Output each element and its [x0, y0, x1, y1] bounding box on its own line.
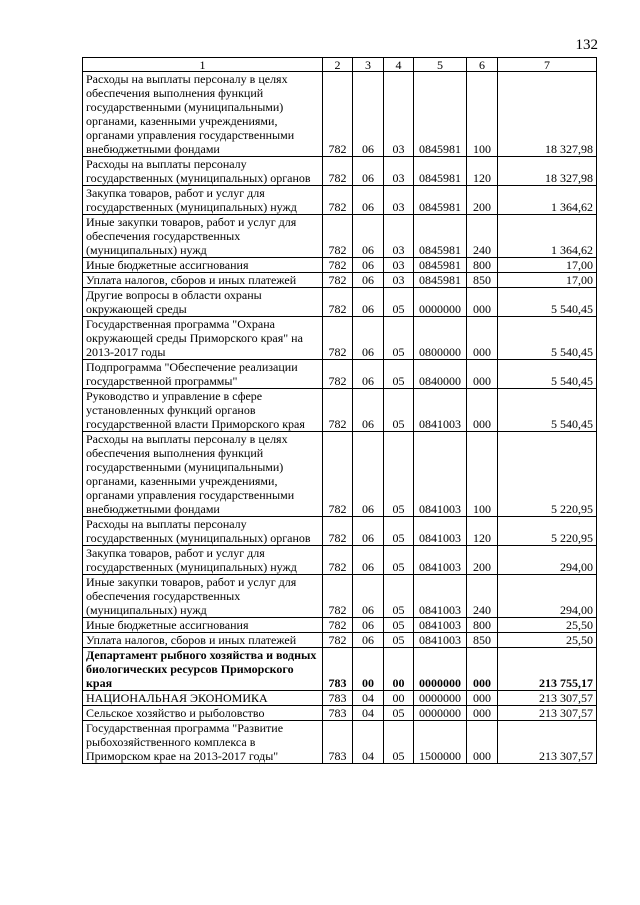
- row-target-article: 0845981: [414, 72, 467, 157]
- row-name: Расходы на выплаты персоналу в целях обеспечения выполнения функций государственными (муниципальными) органами, казенными учреждениями, органами управления государственными внебюджетными фондами: [83, 432, 323, 517]
- page-number: 132: [575, 37, 598, 53]
- row-subsection-code: 05: [384, 317, 414, 360]
- row-target-article: 0841003: [414, 546, 467, 575]
- row-expense-type: 240: [467, 215, 498, 258]
- row-target-article: 0845981: [414, 215, 467, 258]
- row-name: НАЦИОНАЛЬНАЯ ЭКОНОМИКА: [83, 691, 323, 706]
- row-ved-code: 782: [323, 72, 353, 157]
- row-subsection-code: 05: [384, 706, 414, 721]
- table-row: [83, 721, 597, 764]
- row-ved-code: 783: [323, 706, 353, 721]
- row-section-code: 06: [353, 72, 384, 157]
- row-subsection-code: 05: [384, 517, 414, 546]
- row-amount: 18 327,98: [498, 72, 597, 157]
- row-subsection-code: 05: [384, 360, 414, 389]
- header-col-4: 4: [384, 58, 414, 72]
- row-section-code: 06: [353, 273, 384, 288]
- row-amount: 5 540,45: [498, 317, 597, 360]
- row-amount: 17,00: [498, 258, 597, 273]
- row-section-code: 06: [353, 389, 384, 432]
- table-row: [83, 517, 597, 546]
- row-amount: 5 220,95: [498, 517, 597, 546]
- row-expense-type: 100: [467, 72, 498, 157]
- row-section-code: 06: [353, 432, 384, 517]
- row-subsection-code: 05: [384, 432, 414, 517]
- row-subsection-code: 03: [384, 273, 414, 288]
- row-amount: 1 364,62: [498, 215, 597, 258]
- row-name: Иные бюджетные ассигнования: [83, 258, 323, 273]
- row-section-code: 06: [353, 546, 384, 575]
- table-row: [83, 618, 597, 633]
- row-expense-type: 200: [467, 546, 498, 575]
- row-target-article: 0840000: [414, 360, 467, 389]
- row-subsection-code: 03: [384, 157, 414, 186]
- row-target-article: 0841003: [414, 633, 467, 648]
- table-row: [83, 288, 597, 317]
- row-target-article: 0845981: [414, 258, 467, 273]
- row-name: Государственная программа "Развитие рыбохозяйственного комплекса в Приморском крае на 2013-2017 годы": [83, 721, 323, 764]
- row-name: Расходы на выплаты персоналу государственных (муниципальных) органов: [83, 157, 323, 186]
- row-target-article: 0000000: [414, 691, 467, 706]
- row-target-article: 0845981: [414, 273, 467, 288]
- row-amount: 5 540,45: [498, 389, 597, 432]
- row-amount: 294,00: [498, 575, 597, 618]
- header-row: [83, 58, 597, 72]
- row-amount: 25,50: [498, 633, 597, 648]
- row-target-article: 1500000: [414, 721, 467, 764]
- row-section-code: 04: [353, 706, 384, 721]
- row-amount: 5 540,45: [498, 360, 597, 389]
- row-ved-code: 782: [323, 186, 353, 215]
- row-name: Иные закупки товаров, работ и услуг для обеспечения государственных (муниципальных) нужд: [83, 575, 323, 618]
- row-ved-code: 782: [323, 546, 353, 575]
- row-section-code: 06: [353, 258, 384, 273]
- row-name: Иные бюджетные ассигнования: [83, 618, 323, 633]
- row-subsection-code: 00: [384, 691, 414, 706]
- table-row: [83, 360, 597, 389]
- row-name: Иные закупки товаров, работ и услуг для обеспечения государственных (муниципальных) нужд: [83, 215, 323, 258]
- row-section-code: 04: [353, 721, 384, 764]
- row-target-article: 0800000: [414, 317, 467, 360]
- table-row: [83, 258, 597, 273]
- row-subsection-code: 05: [384, 575, 414, 618]
- row-target-article: 0000000: [414, 648, 467, 691]
- row-name: Закупка товаров, работ и услуг для государственных (муниципальных) нужд: [83, 186, 323, 215]
- row-ved-code: 782: [323, 389, 353, 432]
- row-expense-type: 240: [467, 575, 498, 618]
- row-expense-type: 000: [467, 389, 498, 432]
- row-amount: 5 220,95: [498, 432, 597, 517]
- row-ved-code: 783: [323, 691, 353, 706]
- row-target-article: 0000000: [414, 288, 467, 317]
- row-expense-type: 800: [467, 618, 498, 633]
- row-section-code: 06: [353, 288, 384, 317]
- header-col-6: 6: [467, 58, 498, 72]
- row-expense-type: 000: [467, 706, 498, 721]
- row-section-code: 06: [353, 517, 384, 546]
- row-target-article: 0841003: [414, 389, 467, 432]
- row-ved-code: 782: [323, 258, 353, 273]
- row-expense-type: 200: [467, 186, 498, 215]
- header-col-7: 7: [498, 58, 597, 72]
- row-amount: 213 307,57: [498, 691, 597, 706]
- row-expense-type: 100: [467, 432, 498, 517]
- table-row: [83, 72, 597, 157]
- row-name: Расходы на выплаты персоналу в целях обеспечения выполнения функций государственными (муниципальными) органами, казенными учреждениями, органами управления государственными внебюджетными фондами: [83, 72, 323, 157]
- row-name: Закупка товаров, работ и услуг для государственных (муниципальных) нужд: [83, 546, 323, 575]
- row-name: Уплата налогов, сборов и иных платежей: [83, 273, 323, 288]
- row-name: Департамент рыбного хозяйства и водных биологических ресурсов Приморского края: [83, 648, 323, 691]
- row-ved-code: 782: [323, 273, 353, 288]
- row-expense-type: 800: [467, 258, 498, 273]
- row-expense-type: 000: [467, 317, 498, 360]
- row-ved-code: 782: [323, 575, 353, 618]
- row-expense-type: 000: [467, 360, 498, 389]
- row-ved-code: 782: [323, 288, 353, 317]
- row-section-code: 06: [353, 618, 384, 633]
- table-row: [83, 186, 597, 215]
- row-subsection-code: 05: [384, 288, 414, 317]
- table-row: [83, 273, 597, 288]
- row-amount: 25,50: [498, 618, 597, 633]
- row-section-code: 06: [353, 157, 384, 186]
- table-row: [83, 575, 597, 618]
- row-expense-type: 000: [467, 288, 498, 317]
- row-subsection-code: 03: [384, 258, 414, 273]
- budget-table: [82, 57, 597, 764]
- row-expense-type: 850: [467, 633, 498, 648]
- row-expense-type: 000: [467, 691, 498, 706]
- row-name: Расходы на выплаты персоналу государственных (муниципальных) органов: [83, 517, 323, 546]
- row-amount: 294,00: [498, 546, 597, 575]
- row-target-article: 0841003: [414, 517, 467, 546]
- row-name: Государственная программа "Охрана окружающей среды Приморского края" на 2013-2017 годы: [83, 317, 323, 360]
- row-ved-code: 783: [323, 648, 353, 691]
- row-ved-code: 782: [323, 215, 353, 258]
- header-col-5: 5: [414, 58, 467, 72]
- table-row: [83, 648, 597, 691]
- row-target-article: 0841003: [414, 618, 467, 633]
- row-expense-type: 000: [467, 648, 498, 691]
- table-row: [83, 432, 597, 517]
- row-section-code: 06: [353, 633, 384, 648]
- table-row: [83, 633, 597, 648]
- row-name: Уплата налогов, сборов и иных платежей: [83, 633, 323, 648]
- row-ved-code: 782: [323, 618, 353, 633]
- row-target-article: 0845981: [414, 186, 467, 215]
- row-subsection-code: 00: [384, 648, 414, 691]
- row-ved-code: 782: [323, 432, 353, 517]
- row-amount: 18 327,98: [498, 157, 597, 186]
- table-row: [83, 157, 597, 186]
- row-section-code: 06: [353, 186, 384, 215]
- row-amount: 1 364,62: [498, 186, 597, 215]
- row-section-code: 06: [353, 215, 384, 258]
- row-ved-code: 782: [323, 157, 353, 186]
- row-name: Сельское хозяйство и рыболовство: [83, 706, 323, 721]
- table-row: [83, 317, 597, 360]
- row-subsection-code: 05: [384, 546, 414, 575]
- table-row: [83, 546, 597, 575]
- row-ved-code: 783: [323, 721, 353, 764]
- row-subsection-code: 05: [384, 721, 414, 764]
- row-amount: 213 307,57: [498, 721, 597, 764]
- row-section-code: 06: [353, 575, 384, 618]
- row-expense-type: 120: [467, 157, 498, 186]
- row-expense-type: 000: [467, 721, 498, 764]
- row-expense-type: 120: [467, 517, 498, 546]
- row-name: Руководство и управление в сфере установленных функций органов государственной власти Приморского края: [83, 389, 323, 432]
- row-ved-code: 782: [323, 317, 353, 360]
- row-ved-code: 782: [323, 517, 353, 546]
- table-body: [83, 72, 597, 764]
- row-amount: 213 755,17: [498, 648, 597, 691]
- header-col-3: 3: [353, 58, 384, 72]
- row-section-code: 00: [353, 648, 384, 691]
- table-row: [83, 215, 597, 258]
- row-target-article: 0841003: [414, 432, 467, 517]
- header-col-1: 1: [83, 58, 323, 72]
- row-ved-code: 782: [323, 360, 353, 389]
- row-target-article: 0000000: [414, 706, 467, 721]
- row-subsection-code: 03: [384, 72, 414, 157]
- row-section-code: 04: [353, 691, 384, 706]
- row-target-article: 0841003: [414, 575, 467, 618]
- row-subsection-code: 03: [384, 215, 414, 258]
- row-expense-type: 850: [467, 273, 498, 288]
- row-ved-code: 782: [323, 633, 353, 648]
- row-amount: 213 307,57: [498, 706, 597, 721]
- row-subsection-code: 05: [384, 389, 414, 432]
- row-subsection-code: 05: [384, 633, 414, 648]
- table-row: [83, 706, 597, 721]
- row-section-code: 06: [353, 360, 384, 389]
- header-col-2: 2: [323, 58, 353, 72]
- row-section-code: 06: [353, 317, 384, 360]
- row-amount: 5 540,45: [498, 288, 597, 317]
- row-subsection-code: 05: [384, 618, 414, 633]
- row-target-article: 0845981: [414, 157, 467, 186]
- row-name: Другие вопросы в области охраны окружающей среды: [83, 288, 323, 317]
- row-amount: 17,00: [498, 273, 597, 288]
- table-row: [83, 389, 597, 432]
- table-row: [83, 691, 597, 706]
- row-subsection-code: 03: [384, 186, 414, 215]
- row-name: Подпрограмма "Обеспечение реализации государственной программы": [83, 360, 323, 389]
